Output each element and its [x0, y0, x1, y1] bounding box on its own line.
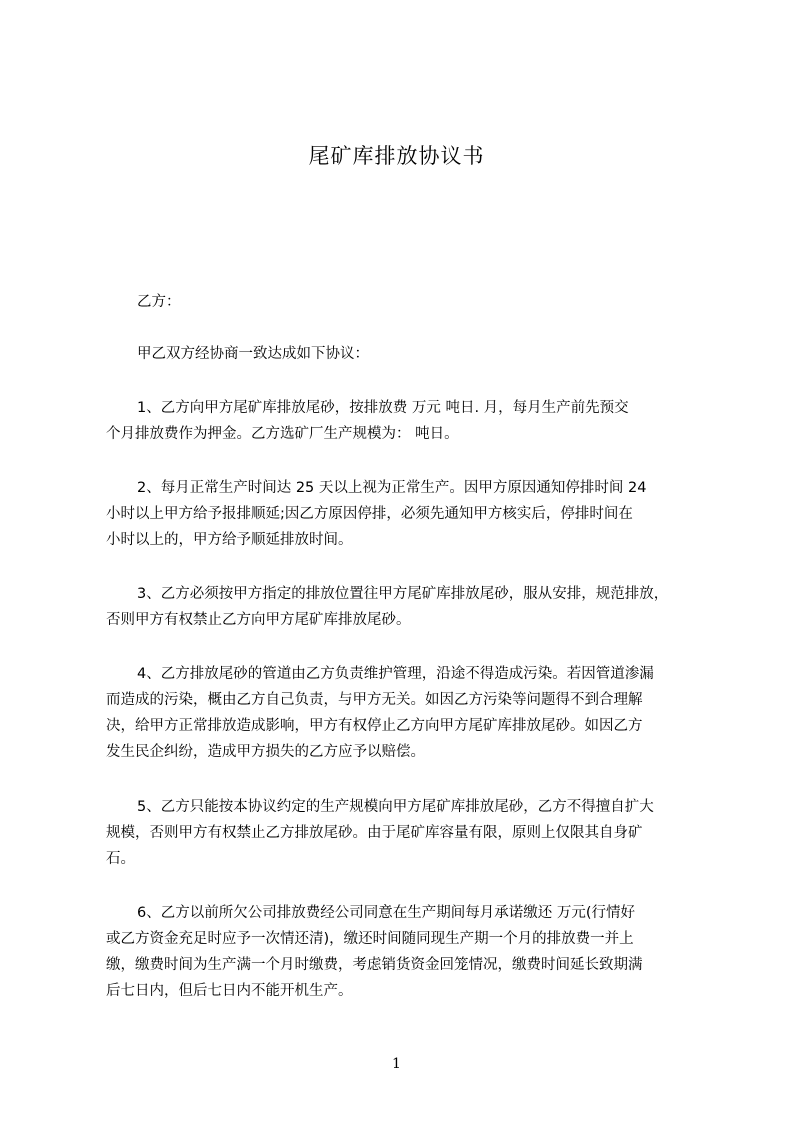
clause-line: 5、乙方只能按本协议约定的生产规模向甲方尾矿库排放尾砂，乙方不得擅自扩大: [137, 799, 654, 815]
page-number: 1: [392, 1056, 401, 1072]
clause-line: 缴，缴费时间为生产满一个月时缴费，考虑销货资金回笼情况，缴费时间延长致期满: [106, 957, 643, 973]
clause-line: 小时以上甲方给予报排顺延;因乙方原因停排，必须先通知甲方核实后，停排时间在: [106, 506, 633, 522]
clause-line: 决，给甲方正常排放造成影响，甲方有权停止乙方向甲方尾矿库排放尾砂。如因乙方: [106, 718, 643, 734]
clause-line: 个月排放费作为押金。乙方选矿厂生产规模为： 吨日。: [106, 426, 459, 442]
party-b-label: 乙方：: [137, 294, 181, 310]
document-title: 尾矿库排放协议书: [308, 144, 485, 168]
clause-line: 否则甲方有权禁止乙方向甲方尾矿库排放尾砂。: [106, 612, 411, 628]
clause-line: 小时以上的，甲方给予顺延排放时间。: [106, 532, 353, 548]
clause-line: 而造成的污染，概由乙方自己负责，与甲方无关。如因乙方污染等问题得不到合理解: [106, 692, 643, 708]
clause-line: 4、乙方排放尾砂的管道由乙方负责维护管理，沿途不得造成污染。若因管道渗漏: [137, 666, 654, 682]
clause-line: 石。: [106, 851, 135, 867]
clause-line: 发生民企纠纷，造成甲方损失的乙方应予以赔偿。: [106, 744, 425, 760]
intro-paragraph: 甲乙双方经协商一致达成如下协议：: [137, 346, 369, 362]
clause-line: 后七日内，但后七日内不能开机生产。: [106, 983, 353, 999]
clause-line: 6、乙方以前所欠公司排放费经公司同意在生产期间每月承诺缴还 万元(行情好: [137, 905, 635, 921]
clause-line: 或乙方资金充足时应予一次情还清)，缴还时间随同现生产期一个月的排放费一并上: [106, 931, 634, 947]
clause-line: 2、每月正常生产时间达 25 天以上视为正常生产。因甲方原因通知停排时间 24: [137, 480, 647, 496]
clause-line: 1、乙方向甲方尾矿库排放尾砂，按排放费 万元 吨日. 月，每月生产前先预交: [137, 400, 629, 416]
clause-line: 3、乙方必须按甲方指定的排放位置往甲方尾矿库排放尾砂，服从安排，规范排放，: [137, 586, 669, 602]
clause-line: 规模，否则甲方有权禁止乙方排放尾砂。由于尾矿库容量有限，原则上仅限其自身矿: [106, 825, 643, 841]
